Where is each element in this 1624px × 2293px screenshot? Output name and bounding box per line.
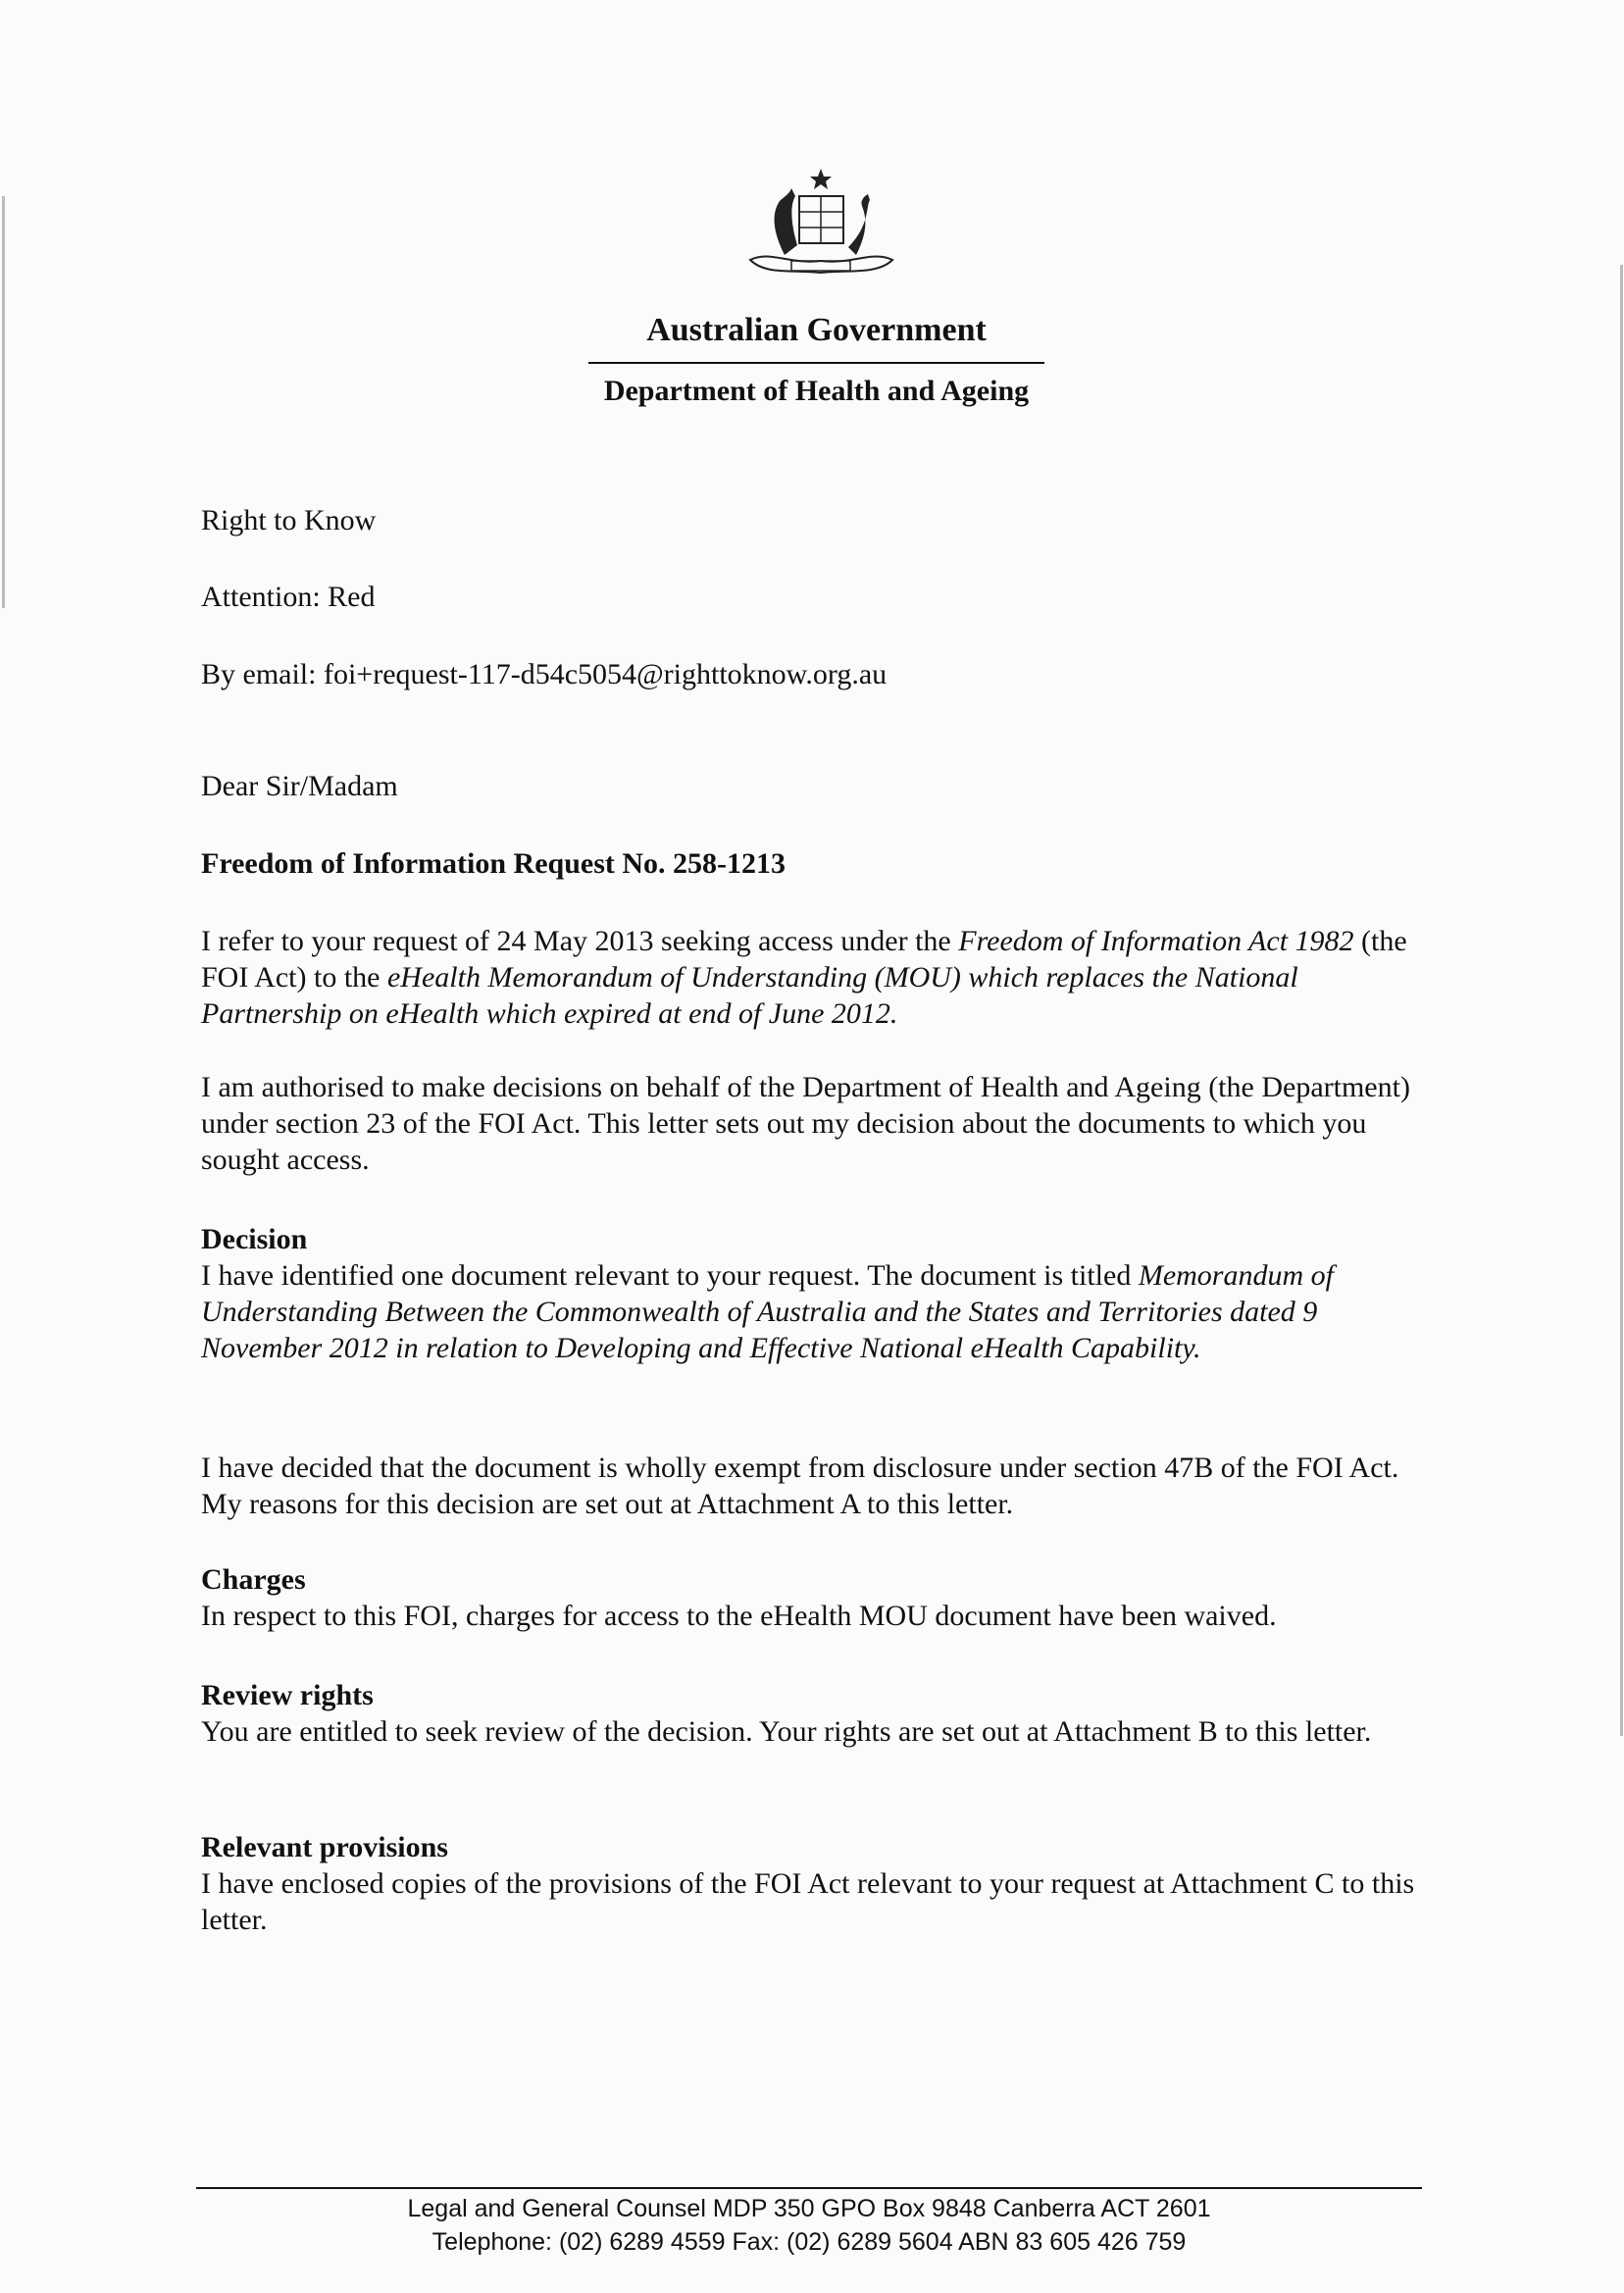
subject-line: Freedom of Information Request No. 258-1213	[201, 847, 787, 880]
decision-heading: Decision	[201, 1223, 308, 1255]
intro-text-b: (the FOI Act) to the	[201, 925, 1407, 994]
footer-divider	[196, 2187, 1422, 2189]
charges-text: In respect to this FOI, charges for access to the eHealth MOU document have been waived.	[201, 1600, 1277, 1632]
government-title: Australian Government	[646, 312, 987, 348]
decision-text-a: I have identified one document relevant to your request. The document is titled	[201, 1259, 1139, 1292]
review-section	[201, 1677, 1427, 1750]
review-heading: Review rights	[201, 1679, 374, 1711]
provisions-section	[201, 1829, 1427, 1938]
intro-text-a: I refer to your request of 24 May 2013 seeking access under the	[201, 925, 959, 957]
left-margin-scan-mark	[2, 196, 5, 608]
provisions-heading: Relevant provisions	[201, 1831, 448, 1863]
footer-line-2: Telephone: (02) 6289 4559 Fax: (02) 6289 5604 ABN 83 605 426 759	[431, 2228, 1187, 2256]
charges-heading: Charges	[201, 1563, 306, 1596]
letterhead-divider	[588, 362, 1044, 364]
intro-paragraph-1	[201, 923, 1427, 1032]
review-text: You are entitled to seek review of the decision. Your rights are set out at Attachment B to this letter.	[201, 1715, 1372, 1748]
act-title: Freedom of Information Act 1982	[958, 925, 1354, 957]
salutation: Dear Sir/Madam	[201, 770, 398, 802]
decision-paragraph-2: I have decided that the document is wholly exempt from disclosure under section 47B of the FOI Act. My reasons for this decision are set out at Attachment A to this letter.	[201, 1452, 1399, 1520]
charges-section	[201, 1561, 1427, 1634]
department-name: Department of Health and Ageing	[603, 375, 1030, 407]
recipient: Right to Know	[201, 504, 377, 536]
intro-paragraph-2: I am authorised to make decisions on behalf of the Department of Health and Ageing (the Department) under section 23 of the FOI Act. This letter sets out my decision about the documents to which you sought access.	[201, 1071, 1410, 1176]
requested-document: eHealth Memorandum of Understanding (MOU) which replaces the National Partnership on eHealth which expired at end of June 2012.	[201, 961, 1298, 1030]
provisions-text: I have enclosed copies of the provisions of the FOI Act relevant to your request at Attachment C to this letter.	[201, 1867, 1415, 1936]
footer-line-1: Legal and General Counsel MDP 350 GPO Box 9848 Canberra ACT 2601	[407, 2195, 1211, 2222]
document-title: Memorandum of Understanding Between the Commonwealth of Australia and the States and Territories dated 9 November 2012 in relation to Developing and Effective National eHealth Capability.	[201, 1259, 1334, 1364]
coat-of-arms-logo	[731, 167, 912, 286]
attention-line: Attention: Red	[201, 581, 376, 613]
right-margin-scan-mark	[1620, 265, 1623, 1736]
email-line: By email: foi+request-117-d54c5054@righttoknow.org.au	[201, 658, 888, 690]
decision-section	[201, 1221, 1427, 1366]
